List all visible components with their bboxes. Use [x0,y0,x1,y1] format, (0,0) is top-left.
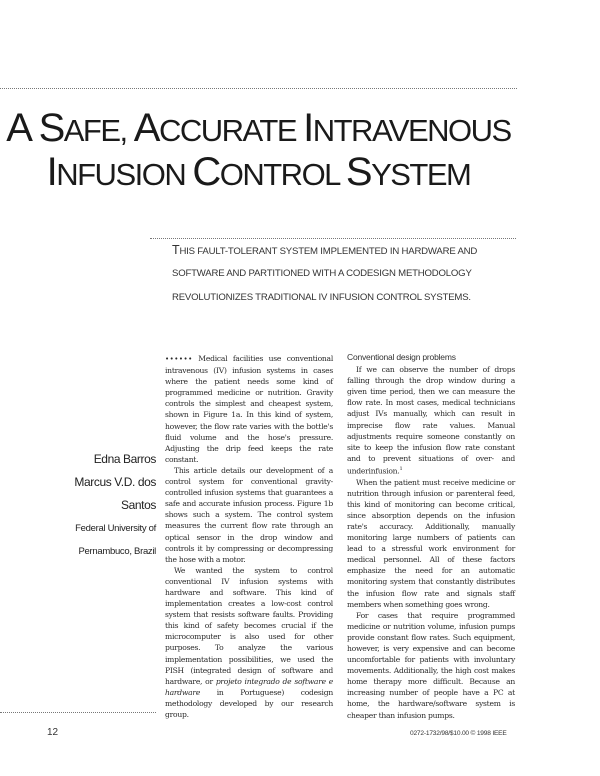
author-name-cont: Santos [121,498,156,512]
body-column-1 [165,353,333,720]
bottom-rule [0,712,156,713]
deck-line: REVOLUTIONIZES TRADITIONAL IV INFUSION CONTROL SYSTEMS. [172,292,471,303]
author-name: Edna Barros [93,452,156,466]
page-number: 12 [47,727,59,738]
deck-rule [150,238,516,239]
deck-line: SOFTWARE AND PARTITIONED WITH A CODESIGN METHODOLOGY [172,267,472,279]
paragraph: We wanted the system to control conventional IV infusion systems with hardware and software. This kind of implementation creates a low-cost control system that resists software faults. Providing this kind of safety becomes crucial if the microcomputer is also used for other purposes. To analyze the various implementation possibilities, we used the PISH (integrated design of software and hardware, or projeto integrado de software e hardware in Portuguese) codesign methodology developed by our research group. [165,565,333,719]
title-line-1: A SAFE, ACCURATE INTRAVENOUS [6,106,511,150]
paragraph: For cases that require programmed medicine or nutrition volume, infusion pumps provide constant flow rates. Such equipment, however, is very expensive and can become uncomfortable for patients with involuntary movements. Additionally, the high cost makes home therapy more difficult. Because an increasing number of people have a PC at home, the hardware/software system is cheaper than infusion pumps. [347,610,515,720]
paragraph: This article details our development of a control system for conventional gravity-controlled infusion systems that guarantees a safe and accurate infusion process. Figure 1b shows such a system. The control system measures the current flow rate through an optical sensor in the drop window and controls it by compressing or decompressing the hose with a motor. [165,465,333,564]
paragraph: When the patient must receive medicine or nutrition through infusion or parenteral feed, this kind of monitoring can become critical, since absorption depends on the infusion rate's accuracy. Additionally, manually monitoring large numbers of patients can lead to a stressful work environment for medical personnel. All of these factors emphasize the need for an automatic monitoring system that constantly distributes the infusion flow rate and signals staff members when something goes wrong. [347,477,515,609]
body-column-2 [347,352,515,721]
author-name: Marcus V.D. dos [74,475,156,489]
deck-line: THIS FAULT-TOLERANT SYSTEM IMPLEMENTED IN HARDWARE AND [172,243,478,257]
author-affiliation: Federal University of [75,523,156,534]
article-deck [172,243,512,317]
top-rule [0,88,517,89]
article-title [0,106,517,151]
section-bullets-icon: •••••• [165,355,193,363]
article-title-line-2: INFUSION CONTROL SYSTEM [46,150,471,194]
copyright-line: 0272-1732/98/$10.00 © 1998 IEEE [410,730,507,737]
paragraph: •••••• Medical facilities use conventional intravenous (IV) infusion systems in cases where the patient needs some kind of programmed medicine or nutrition. Gravity controls the simplest and cheapest system, shown in Figure 1a. In this kind of system, however, the flow rate varies with the bottle's fluid volume and the hose's pressure. Adjusting the drip feed keeps the rate constant. [165,354,333,464]
reference-marker[interactable]: 1 [399,465,403,472]
paragraph: If we can observe the number of drops falling through the drop window during a given time period, then we can measure the flow rate. In most cases, medical technicians adjust IVs manually, which can result in imprecise flow rate values. Manual adjustments require someone constantly on site to keep the infusion flow rate constant and to prevent situations of over- and underinfusion.$^1$ [347,365,515,476]
author-block [40,448,156,563]
section-heading: Conventional design problems [347,352,456,362]
author-affiliation-cont: Pernambuco, Brazil [78,546,156,557]
